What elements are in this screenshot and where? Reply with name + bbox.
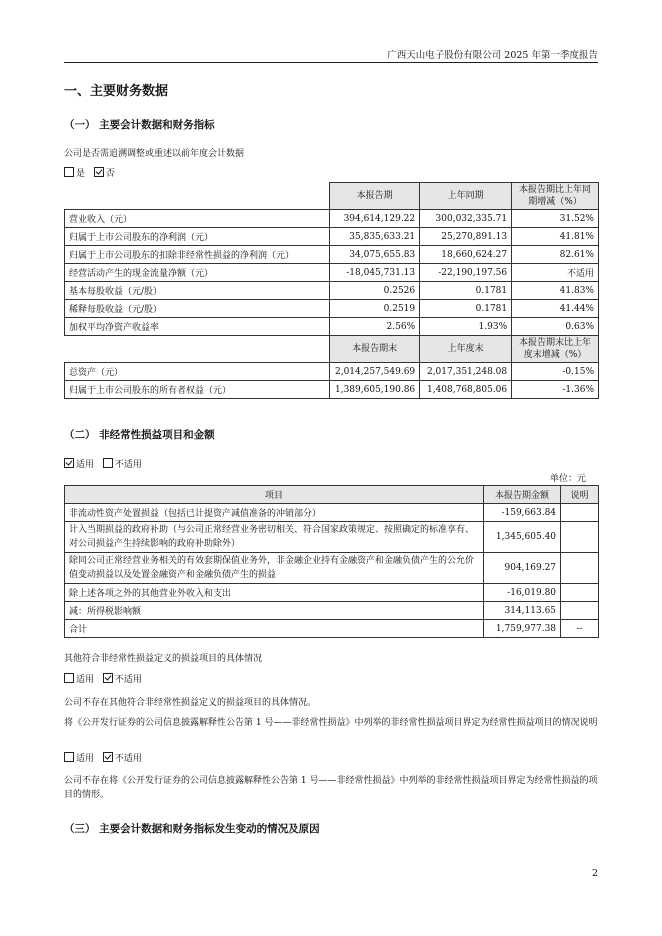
checkbox-yes[interactable] bbox=[64, 167, 74, 177]
table-row bbox=[65, 300, 599, 318]
cell-change: 0.63% bbox=[512, 318, 599, 336]
reclassification-options bbox=[64, 752, 142, 766]
option-apply-label: 适用 bbox=[76, 460, 95, 470]
cell-amount: -16,019.80 bbox=[484, 584, 561, 602]
other-items-options bbox=[64, 673, 142, 687]
option-na-label: 不适用 bbox=[114, 754, 142, 764]
cell-prior: 0.1781 bbox=[420, 282, 512, 300]
col-period-end: 本报告期末 bbox=[330, 336, 420, 363]
cell-prior: 2,017,351,248.08 bbox=[420, 363, 512, 381]
cell-change: 41.83% bbox=[512, 282, 599, 300]
header-divider bbox=[64, 62, 598, 63]
cell-current: 0.2519 bbox=[330, 300, 420, 318]
report-header-title: 广西天山电子股份有限公司 2025 年第一季度报告 bbox=[387, 50, 598, 61]
table-row bbox=[65, 246, 599, 264]
table-row bbox=[65, 363, 599, 381]
table-row bbox=[65, 228, 599, 246]
row-label: 经营活动产生的现金流量净额（元） bbox=[65, 264, 330, 282]
col-change-pct-2: 本报告期末比上年度末增减（%） bbox=[512, 336, 599, 363]
page-number: 2 bbox=[591, 868, 598, 879]
option-na-label: 不适用 bbox=[114, 675, 142, 685]
section-title-financial-data: 一、主要财务数据 bbox=[64, 84, 169, 99]
subsection-title-accounting-data: （一） 主要会计数据和财务指标 bbox=[64, 119, 215, 131]
checkbox-apply[interactable] bbox=[64, 673, 74, 683]
subsection-title-non-recurring: （二） 非经常性损益项目和金额 bbox=[64, 429, 215, 441]
table-row bbox=[65, 553, 599, 584]
cell-note bbox=[561, 504, 599, 522]
checkbox-apply-2[interactable] bbox=[64, 752, 74, 762]
row-label: 基本每股收益（元/股） bbox=[65, 282, 330, 300]
cell-prior: -22,190,197.56 bbox=[420, 264, 512, 282]
cell-prior: 25,270,891.13 bbox=[420, 228, 512, 246]
row-label: 非流动性资产处置损益（包括已计提资产减值准备的冲销部分） bbox=[65, 504, 484, 522]
table-row bbox=[65, 504, 599, 522]
table-row bbox=[65, 210, 599, 228]
col-prior-period: 上年同期 bbox=[420, 183, 512, 210]
header-blank-cell bbox=[65, 336, 330, 363]
cell-amount: 314,113.65 bbox=[484, 602, 561, 620]
row-label: 总资产（元） bbox=[65, 363, 330, 381]
cell-change: 82.61% bbox=[512, 246, 599, 264]
non-recurring-table bbox=[64, 485, 599, 638]
cell-change: 31.52% bbox=[512, 210, 599, 228]
cell-current: 0.2526 bbox=[330, 282, 420, 300]
table-row bbox=[65, 522, 599, 553]
header-blank-cell bbox=[65, 183, 330, 210]
checkbox-no-checked[interactable] bbox=[94, 167, 104, 177]
col-note: 说明 bbox=[561, 486, 599, 504]
restatement-options bbox=[64, 167, 115, 181]
table-header-row bbox=[65, 486, 599, 504]
row-label: 归属于上市公司股东的净利润（元） bbox=[65, 228, 330, 246]
cell-current: -18,045,731.13 bbox=[330, 264, 420, 282]
other-items-statement: 公司不存在其他符合非经常性损益定义的损益项目的具体情况。 bbox=[64, 698, 317, 708]
table-header-row bbox=[65, 183, 599, 210]
cell-current: 394,614,129.22 bbox=[330, 210, 420, 228]
cell-note: -- bbox=[561, 620, 599, 638]
checkbox-na-checked-2[interactable] bbox=[103, 752, 113, 762]
cell-current: 34,075,655.83 bbox=[330, 246, 420, 264]
col-amount: 本报告期金额 bbox=[484, 486, 561, 504]
cell-prior: 0.1781 bbox=[420, 300, 512, 318]
cell-current: 35,835,633.21 bbox=[330, 228, 420, 246]
cell-note bbox=[561, 553, 599, 584]
cell-amount: 1,345,605.40 bbox=[484, 522, 561, 553]
table-row bbox=[65, 602, 599, 620]
table-row bbox=[65, 620, 599, 638]
cell-prior: 300,032,335.71 bbox=[420, 210, 512, 228]
cell-note bbox=[561, 522, 599, 553]
option-apply-label: 适用 bbox=[76, 754, 95, 764]
cell-change: -1.36% bbox=[512, 381, 599, 399]
table-row bbox=[65, 264, 599, 282]
table-header-row-2 bbox=[65, 336, 599, 363]
non-recurring-options bbox=[64, 458, 142, 472]
checkbox-na[interactable] bbox=[103, 458, 113, 468]
col-prior-year-end: 上年度末 bbox=[420, 336, 512, 363]
cell-current: 2.56% bbox=[330, 318, 420, 336]
cell-note bbox=[561, 602, 599, 620]
row-label: 稀释每股收益（元/股） bbox=[65, 300, 330, 318]
row-label: 营业收入（元） bbox=[65, 210, 330, 228]
row-label: 减：所得税影响额 bbox=[65, 602, 484, 620]
col-current-period: 本报告期 bbox=[330, 183, 420, 210]
cell-prior: 1.93% bbox=[420, 318, 512, 336]
reclassification-note: 将《公开发行证券的公司信息披露解释性公告第 1 号——非经常性损益》中列举的非经常性损益项目界定为经常性损益项目的情况说明 bbox=[64, 718, 598, 728]
restatement-question: 公司是否需追溯调整或重述以前年度会计数据 bbox=[64, 149, 245, 159]
cell-prior: 1,408,768,805.06 bbox=[420, 381, 512, 399]
row-label: 除同公司正常经营业务相关的有效套期保值业务外，非金融企业持有金融资产和金融负债产生的公允价值变动损益以及处置金融资产和金融负债产生的损益 bbox=[65, 553, 484, 584]
col-item: 项目 bbox=[65, 486, 484, 504]
cell-change: 41.44% bbox=[512, 300, 599, 318]
row-label: 合计 bbox=[65, 620, 484, 638]
option-no-label: 否 bbox=[105, 169, 115, 179]
option-yes-label: 是 bbox=[76, 169, 86, 179]
row-label: 归属于上市公司股东的所有者权益（元） bbox=[65, 381, 330, 399]
cell-current: 1,389,605,190.86 bbox=[330, 381, 420, 399]
unit-label: 单位：元 bbox=[549, 474, 586, 484]
accounting-data-table bbox=[64, 182, 599, 399]
option-na-label: 不适用 bbox=[114, 460, 142, 470]
cell-prior: 18,660,624.27 bbox=[420, 246, 512, 264]
cell-amount: 904,169.27 bbox=[484, 553, 561, 584]
row-label: 归属于上市公司股东的扣除非经常性损益的净利润（元） bbox=[65, 246, 330, 264]
row-label: 除上述各项之外的其他营业外收入和支出 bbox=[65, 584, 484, 602]
cell-change: 不适用 bbox=[512, 264, 599, 282]
table-row bbox=[65, 318, 599, 336]
table-row bbox=[65, 282, 599, 300]
table-row bbox=[65, 381, 599, 399]
cell-amount: 1,759,977.38 bbox=[484, 620, 561, 638]
cell-change: 41.81% bbox=[512, 228, 599, 246]
row-label: 计入当期损益的政府补助（与公司正常经营业务密切相关、符合国家政策规定、按照确定的标准享有、对公司损益产生持续影响的政府补助除外） bbox=[65, 522, 484, 553]
subsection-title-changes: （三） 主要会计数据和财务指标发生变动的情况及原因 bbox=[64, 823, 320, 835]
cell-current: 2,014,257,549.69 bbox=[330, 363, 420, 381]
cell-change: -0.15% bbox=[512, 363, 599, 381]
other-items-title: 其他符合非经常性损益定义的损益项目的具体情况 bbox=[64, 654, 263, 664]
checkbox-na-checked[interactable] bbox=[103, 673, 113, 683]
table-row bbox=[65, 584, 599, 602]
checkbox-apply-checked[interactable] bbox=[64, 458, 74, 468]
cell-note bbox=[561, 584, 599, 602]
row-label: 加权平均净资产收益率 bbox=[65, 318, 330, 336]
col-change-pct: 本报告期比上年同期增减（%） bbox=[512, 183, 599, 210]
reclassification-statement: 公司不存在将《公开发行证券的公司信息披露解释性公告第 1 号——非经常性损益》中列举的非经常性损益项目界定为经常性损益的项目的情形。 bbox=[64, 776, 598, 800]
cell-amount: -159,663.84 bbox=[484, 504, 561, 522]
option-apply-label: 适用 bbox=[76, 675, 95, 685]
